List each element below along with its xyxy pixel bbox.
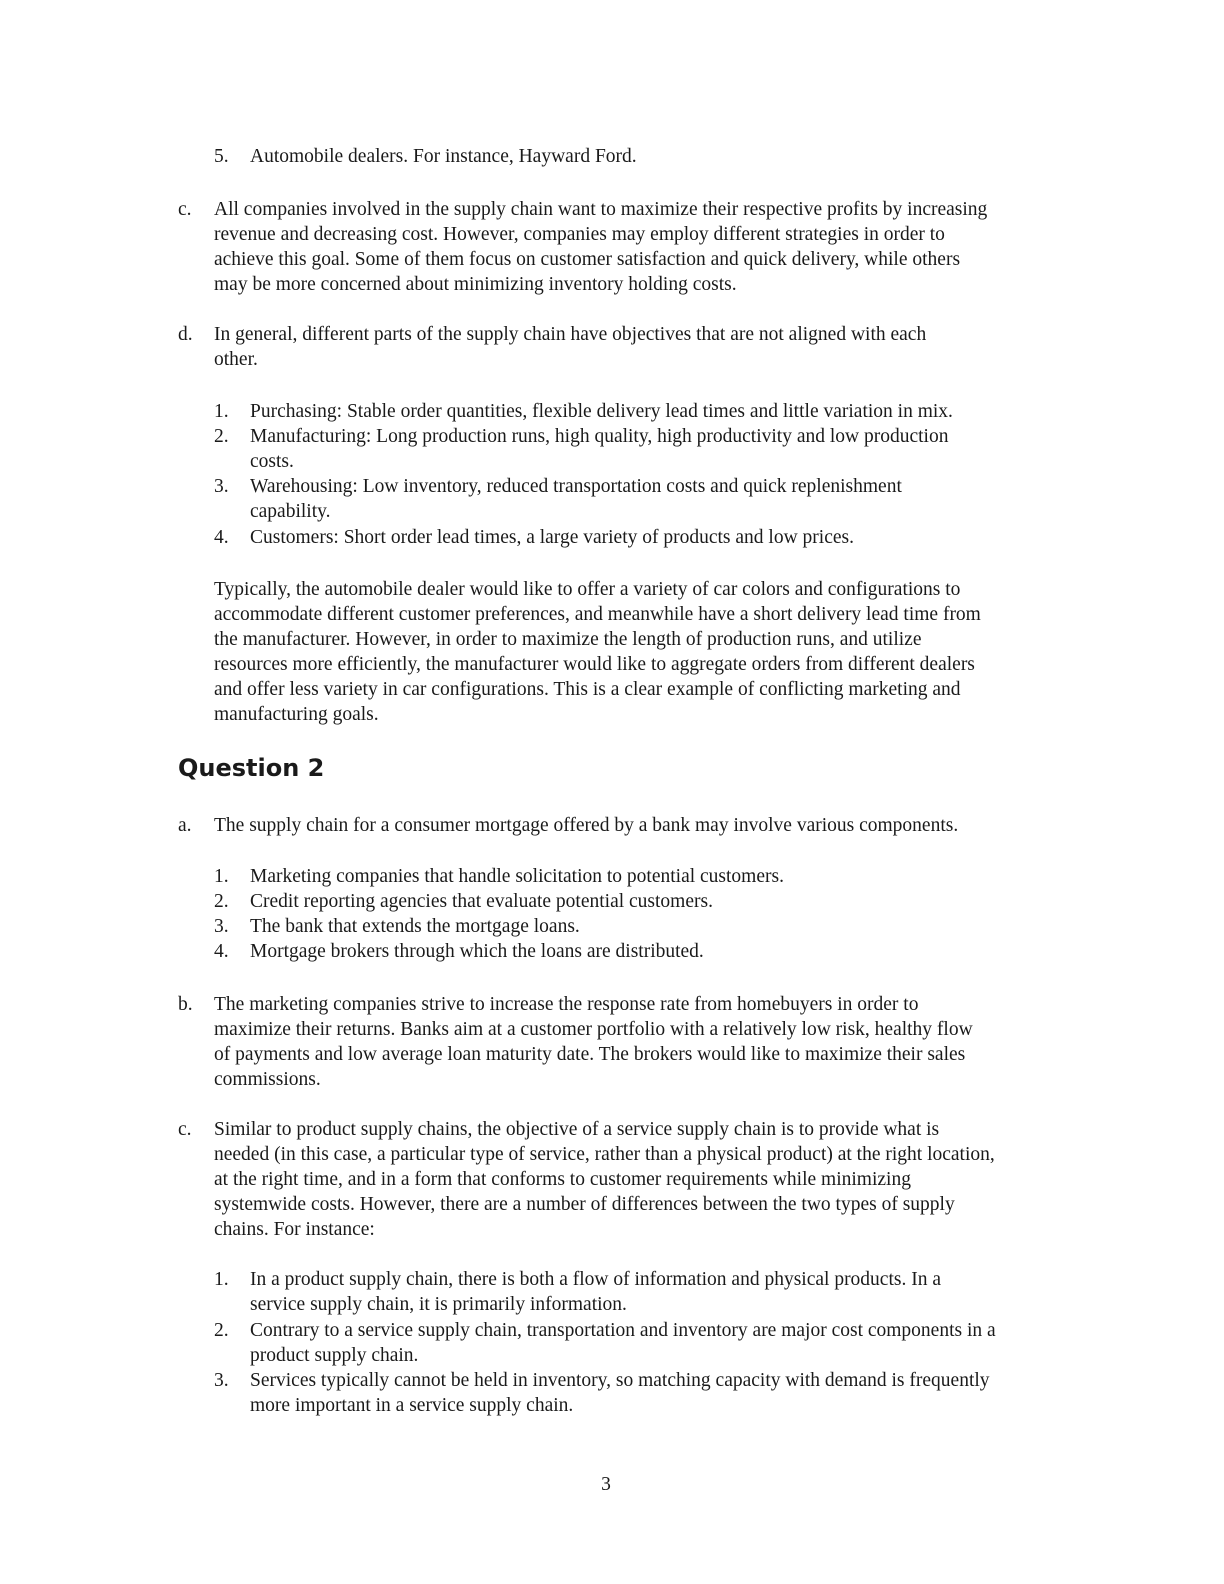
list-item-text: Marketing companies that handle solicitation to potential customers. xyxy=(250,866,784,887)
paragraph-line: needed (in this case, a particular type of service, rather than a physical product) at the right location, xyxy=(214,1144,995,1165)
list-number: 2. xyxy=(214,891,229,912)
list-number: 1. xyxy=(214,1269,229,1290)
paragraph-line: manufacturing goals. xyxy=(214,704,379,725)
list-item-text: Warehousing: Low inventory, reduced transportation costs and quick replenishment xyxy=(250,476,902,497)
list-number: 3. xyxy=(214,1370,229,1391)
list-number: 2. xyxy=(214,1320,229,1341)
paragraph-line: Typically, the automobile dealer would like to offer a variety of car colors and configurations to xyxy=(214,579,961,600)
list-number: 2. xyxy=(214,426,229,447)
paragraph-line: The supply chain for a consumer mortgage offered by a bank may involve various components. xyxy=(214,815,959,836)
page-number: 3 xyxy=(601,1474,611,1495)
list-item-text: service supply chain, it is primarily information. xyxy=(250,1294,627,1315)
list-item-text: Mortgage brokers through which the loans are distributed. xyxy=(250,941,704,962)
list-number: 5. xyxy=(214,146,229,167)
list-item-text: Automobile dealers. For instance, Hayward Ford. xyxy=(250,146,637,167)
paragraph-line: All companies involved in the supply chain want to maximize their respective profits by increasing xyxy=(214,199,988,220)
list-number: 4. xyxy=(214,527,229,548)
list-item-text: The bank that extends the mortgage loans. xyxy=(250,916,580,937)
paragraph-line: maximize their returns. Banks aim at a customer portfolio with a relatively low risk, healthy flow xyxy=(214,1019,973,1040)
paragraph-line: the manufacturer. However, in order to maximize the length of production runs, and utilize xyxy=(214,629,922,650)
list-item-text: product supply chain. xyxy=(250,1345,419,1366)
list-item-text: Manufacturing: Long production runs, high quality, high productivity and low production xyxy=(250,426,949,447)
list-number: 3. xyxy=(214,476,229,497)
paragraph-line: Similar to product supply chains, the objective of a service supply chain is to provide what is xyxy=(214,1119,940,1140)
section-heading: Question 2 xyxy=(178,754,325,782)
paragraph-line: accommodate different customer preferences, and meanwhile have a short delivery lead time from xyxy=(214,604,981,625)
paragraph-line: other. xyxy=(214,349,258,370)
list-number: 3. xyxy=(214,916,229,937)
paragraph-line: commissions. xyxy=(214,1069,321,1090)
paragraph-line: revenue and decreasing cost. However, companies may employ different strategies in order to xyxy=(214,224,945,245)
paragraph-line: may be more concerned about minimizing inventory holding costs. xyxy=(214,274,737,295)
paragraph-line: chains. For instance: xyxy=(214,1219,375,1240)
list-item-text: more important in a service supply chain. xyxy=(250,1395,574,1416)
list-item-text: Services typically cannot be held in inventory, so matching capacity with demand is frequently xyxy=(250,1370,990,1391)
list-item-text: costs. xyxy=(250,451,294,472)
paragraph-line: achieve this goal. Some of them focus on customer satisfaction and quick delivery, while others xyxy=(214,249,961,270)
list-item-text: Customers: Short order lead times, a large variety of products and low prices. xyxy=(250,527,854,548)
list-item-text: Credit reporting agencies that evaluate potential customers. xyxy=(250,891,713,912)
item-label-d: d. xyxy=(178,324,193,345)
list-item-text: capability. xyxy=(250,501,331,522)
paragraph-line: at the right time, and in a form that conforms to customer requirements while minimizing xyxy=(214,1169,911,1190)
list-number: 4. xyxy=(214,941,229,962)
paragraph-line: of payments and low average loan maturity date. The brokers would like to maximize their sales xyxy=(214,1044,966,1065)
paragraph-line: The marketing companies strive to increase the response rate from homebuyers in order to xyxy=(214,994,919,1015)
list-number: 1. xyxy=(214,866,229,887)
item-label-c: c. xyxy=(178,199,192,220)
item-label-a: a. xyxy=(178,815,192,836)
item-label-b: b. xyxy=(178,994,193,1015)
paragraph-line: resources more efficiently, the manufacturer would like to aggregate orders from different dealers xyxy=(214,654,975,675)
paragraph-line: and offer less variety in car configurations. This is a clear example of conflicting marketing and xyxy=(214,679,961,700)
list-item-text: In a product supply chain, there is both a flow of information and physical products. In a xyxy=(250,1269,941,1290)
list-number: 1. xyxy=(214,401,229,422)
paragraph-line: systemwide costs. However, there are a number of differences between the two types of supply xyxy=(214,1194,955,1215)
item-label-c: c. xyxy=(178,1119,192,1140)
paragraph-line: In general, different parts of the supply chain have objectives that are not aligned with each xyxy=(214,324,927,345)
list-item-text: Contrary to a service supply chain, transportation and inventory are major cost components in a xyxy=(250,1320,996,1341)
list-item-text: Purchasing: Stable order quantities, flexible delivery lead times and little variation in mix. xyxy=(250,401,953,422)
